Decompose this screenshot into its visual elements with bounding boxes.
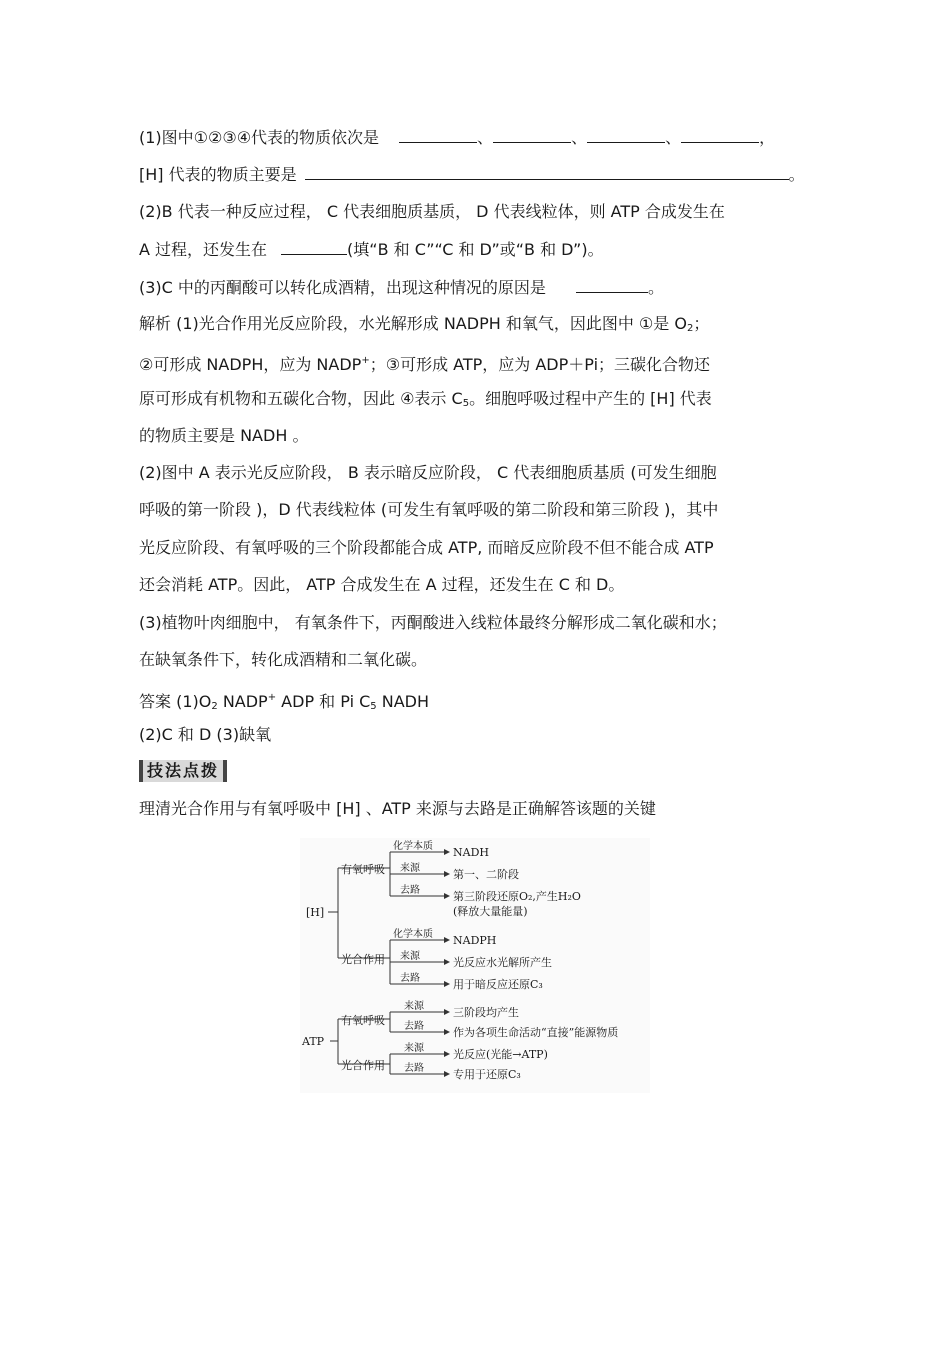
h-root-label: [H] <box>306 906 325 919</box>
h-photo-nature-label: 化学本质 <box>393 929 433 940</box>
answer-line-2: (2)C 和 D (3)缺氧 <box>139 725 272 744</box>
h-aero-source-label: 来源 <box>400 863 420 874</box>
subscript: 2 <box>211 701 218 712</box>
atp-photo-source-label: 来源 <box>404 1043 424 1054</box>
answer-blank-6[interactable] <box>281 238 347 255</box>
answer-blank-2[interactable] <box>493 126 571 143</box>
separator: ， <box>759 128 776 147</box>
h-aero-fate-note: (释放大量能量) <box>453 905 528 918</box>
analysis-text: ②可形成 NADPH，应为 NADP <box>139 355 362 374</box>
question-1-line-2 <box>139 163 805 186</box>
tip-text: 理清光合作用与有氧呼吸中 [H] 、ATP 来源与去路是正确解答该题的关键 <box>139 799 656 818</box>
superscript: + <box>361 355 370 366</box>
question-2-line-2 <box>139 238 604 261</box>
superscript: + <box>267 692 277 703</box>
h-aero-fate-value: 第三阶段还原O₂,产生H₂O <box>453 890 581 903</box>
analysis-line-8: 还会消耗 ATP。因此， ATP 合成发生在 A 过程，还发生在 C 和 D。 <box>139 575 625 594</box>
question-3-text: (3)C 中的丙酮酸可以转化成酒精，出现这种情况的原因是 <box>139 278 546 297</box>
h-aero-fate-label: 去路 <box>400 885 420 896</box>
atp-aero-fate-label: 去路 <box>404 1021 424 1032</box>
question-1-line-1 <box>139 126 775 149</box>
period: 。 <box>647 278 664 297</box>
question-2-line-1: (2)B 代表一种反应过程， C 代表细胞质基质， D 代表线粒体，则 ATP 合成发生在 <box>139 202 725 221</box>
question-1-text-2: [H] 代表的物质主要是 <box>139 165 297 184</box>
h-aero-nature-value: NADH <box>453 846 489 859</box>
answer-blank-1[interactable] <box>399 126 477 143</box>
answer-line-1 <box>139 687 429 718</box>
subscript: 5 <box>462 398 470 409</box>
separator: 、 <box>665 128 682 147</box>
question-3-line-1 <box>139 276 664 299</box>
h-photo-nature-value: NADPH <box>453 934 497 947</box>
h-photo-source-label: 来源 <box>400 951 420 962</box>
answer-text: NADH <box>376 692 430 711</box>
separator: 、 <box>477 128 494 147</box>
subscript: 2 <box>686 323 694 334</box>
h-photo-fate-label: 去路 <box>400 973 420 984</box>
answer-blank-5[interactable] <box>305 163 789 180</box>
h-photosynthesis-label: 光合作用 <box>341 953 385 966</box>
answer-blank-3[interactable] <box>587 126 665 143</box>
analysis-line-2 <box>139 350 710 376</box>
atp-aero-source-label: 来源 <box>404 1001 424 1012</box>
atp-photo-source-value: 光反应(光能→ATP) <box>453 1048 548 1061</box>
analysis-line-4: 的物质主要是 NADH 。 <box>139 426 309 445</box>
analysis-line-6: 呼吸的第一阶段 )，D 代表线粒体 (可发生有氧呼吸的第二阶段和第三阶段 )，其中 <box>139 500 719 519</box>
h-aero-nature-label: 化学本质 <box>393 841 433 852</box>
atp-aero-fate-value: 作为各项生命活动“直接”能源物质 <box>453 1026 619 1039</box>
question-1-text: (1)图中①②③④代表的物质依次是 <box>139 128 380 147</box>
subscript: 5 <box>370 701 377 712</box>
atp-aero-source-value: 三阶段均产生 <box>453 1006 519 1019</box>
atp-photosynthesis-label: 光合作用 <box>341 1059 385 1072</box>
h-photo-fate-value: 用于暗反应还原C₃ <box>453 978 543 991</box>
analysis-line-7: 光反应阶段、有氧呼吸的三个阶段都能合成 ATP, 而暗反应阶段不但不能合成 ATP <box>139 538 714 557</box>
analysis-text: 。细胞呼吸过程中产生的 [H] 代表 <box>469 389 712 408</box>
analysis-line-5: (2)图中 A 表示光反应阶段， B 表示暗反应阶段， C 代表细胞质基质 (可发生细胞 <box>139 463 717 482</box>
analysis-line-1 <box>139 313 709 340</box>
atp-photo-fate-value: 专用于还原C₃ <box>453 1068 521 1081</box>
period: 。 <box>788 165 805 184</box>
answer-text: NADP <box>217 692 268 711</box>
h-aero-source-value: 第一、二阶段 <box>453 868 519 881</box>
atp-root-label: ATP <box>302 1035 325 1048</box>
tip-tag: 技法点拨 <box>139 760 227 782</box>
analysis-line-10: 在缺氧条件下，转化成酒精和二氧化碳。 <box>139 650 428 669</box>
question-2-text: A 过程，还发生在 <box>139 240 268 259</box>
analysis-line-9: (3)植物叶肉细胞中， 有氧条件下，丙酮酸进入线粒体最终分解形成二氧化碳和水； <box>139 613 727 632</box>
analysis-line-3 <box>139 388 712 415</box>
h-photo-source-value: 光反应水光解所产生 <box>453 956 552 969</box>
answer-blank-7[interactable] <box>576 276 648 293</box>
question-2-options: (填“B 和 C”“C 和 D”或“B 和 D”)。 <box>347 240 604 259</box>
concept-diagram <box>300 838 650 1093</box>
answer-text: ADP 和 Pi C <box>276 692 371 711</box>
analysis-text: 原可形成有机物和五碳化合物，因此 ④表示 C <box>139 389 463 408</box>
separator: 、 <box>571 128 588 147</box>
atp-aerobic-label: 有氧呼吸 <box>341 1014 385 1027</box>
analysis-text: ； <box>693 314 710 333</box>
analysis-text: ；③可形成 ATP，应为 ADP＋Pi；三碳化合物还 <box>369 355 711 374</box>
answer-text: 答案 (1)O <box>139 692 212 711</box>
analysis-text: 解析 (1)光合作用光反应阶段，水光解形成 NADPH 和氧气，因此图中 ①是 O <box>139 314 687 333</box>
atp-photo-fate-label: 去路 <box>404 1063 424 1074</box>
answer-blank-4[interactable] <box>681 126 759 143</box>
h-aerobic-label: 有氧呼吸 <box>341 863 385 876</box>
